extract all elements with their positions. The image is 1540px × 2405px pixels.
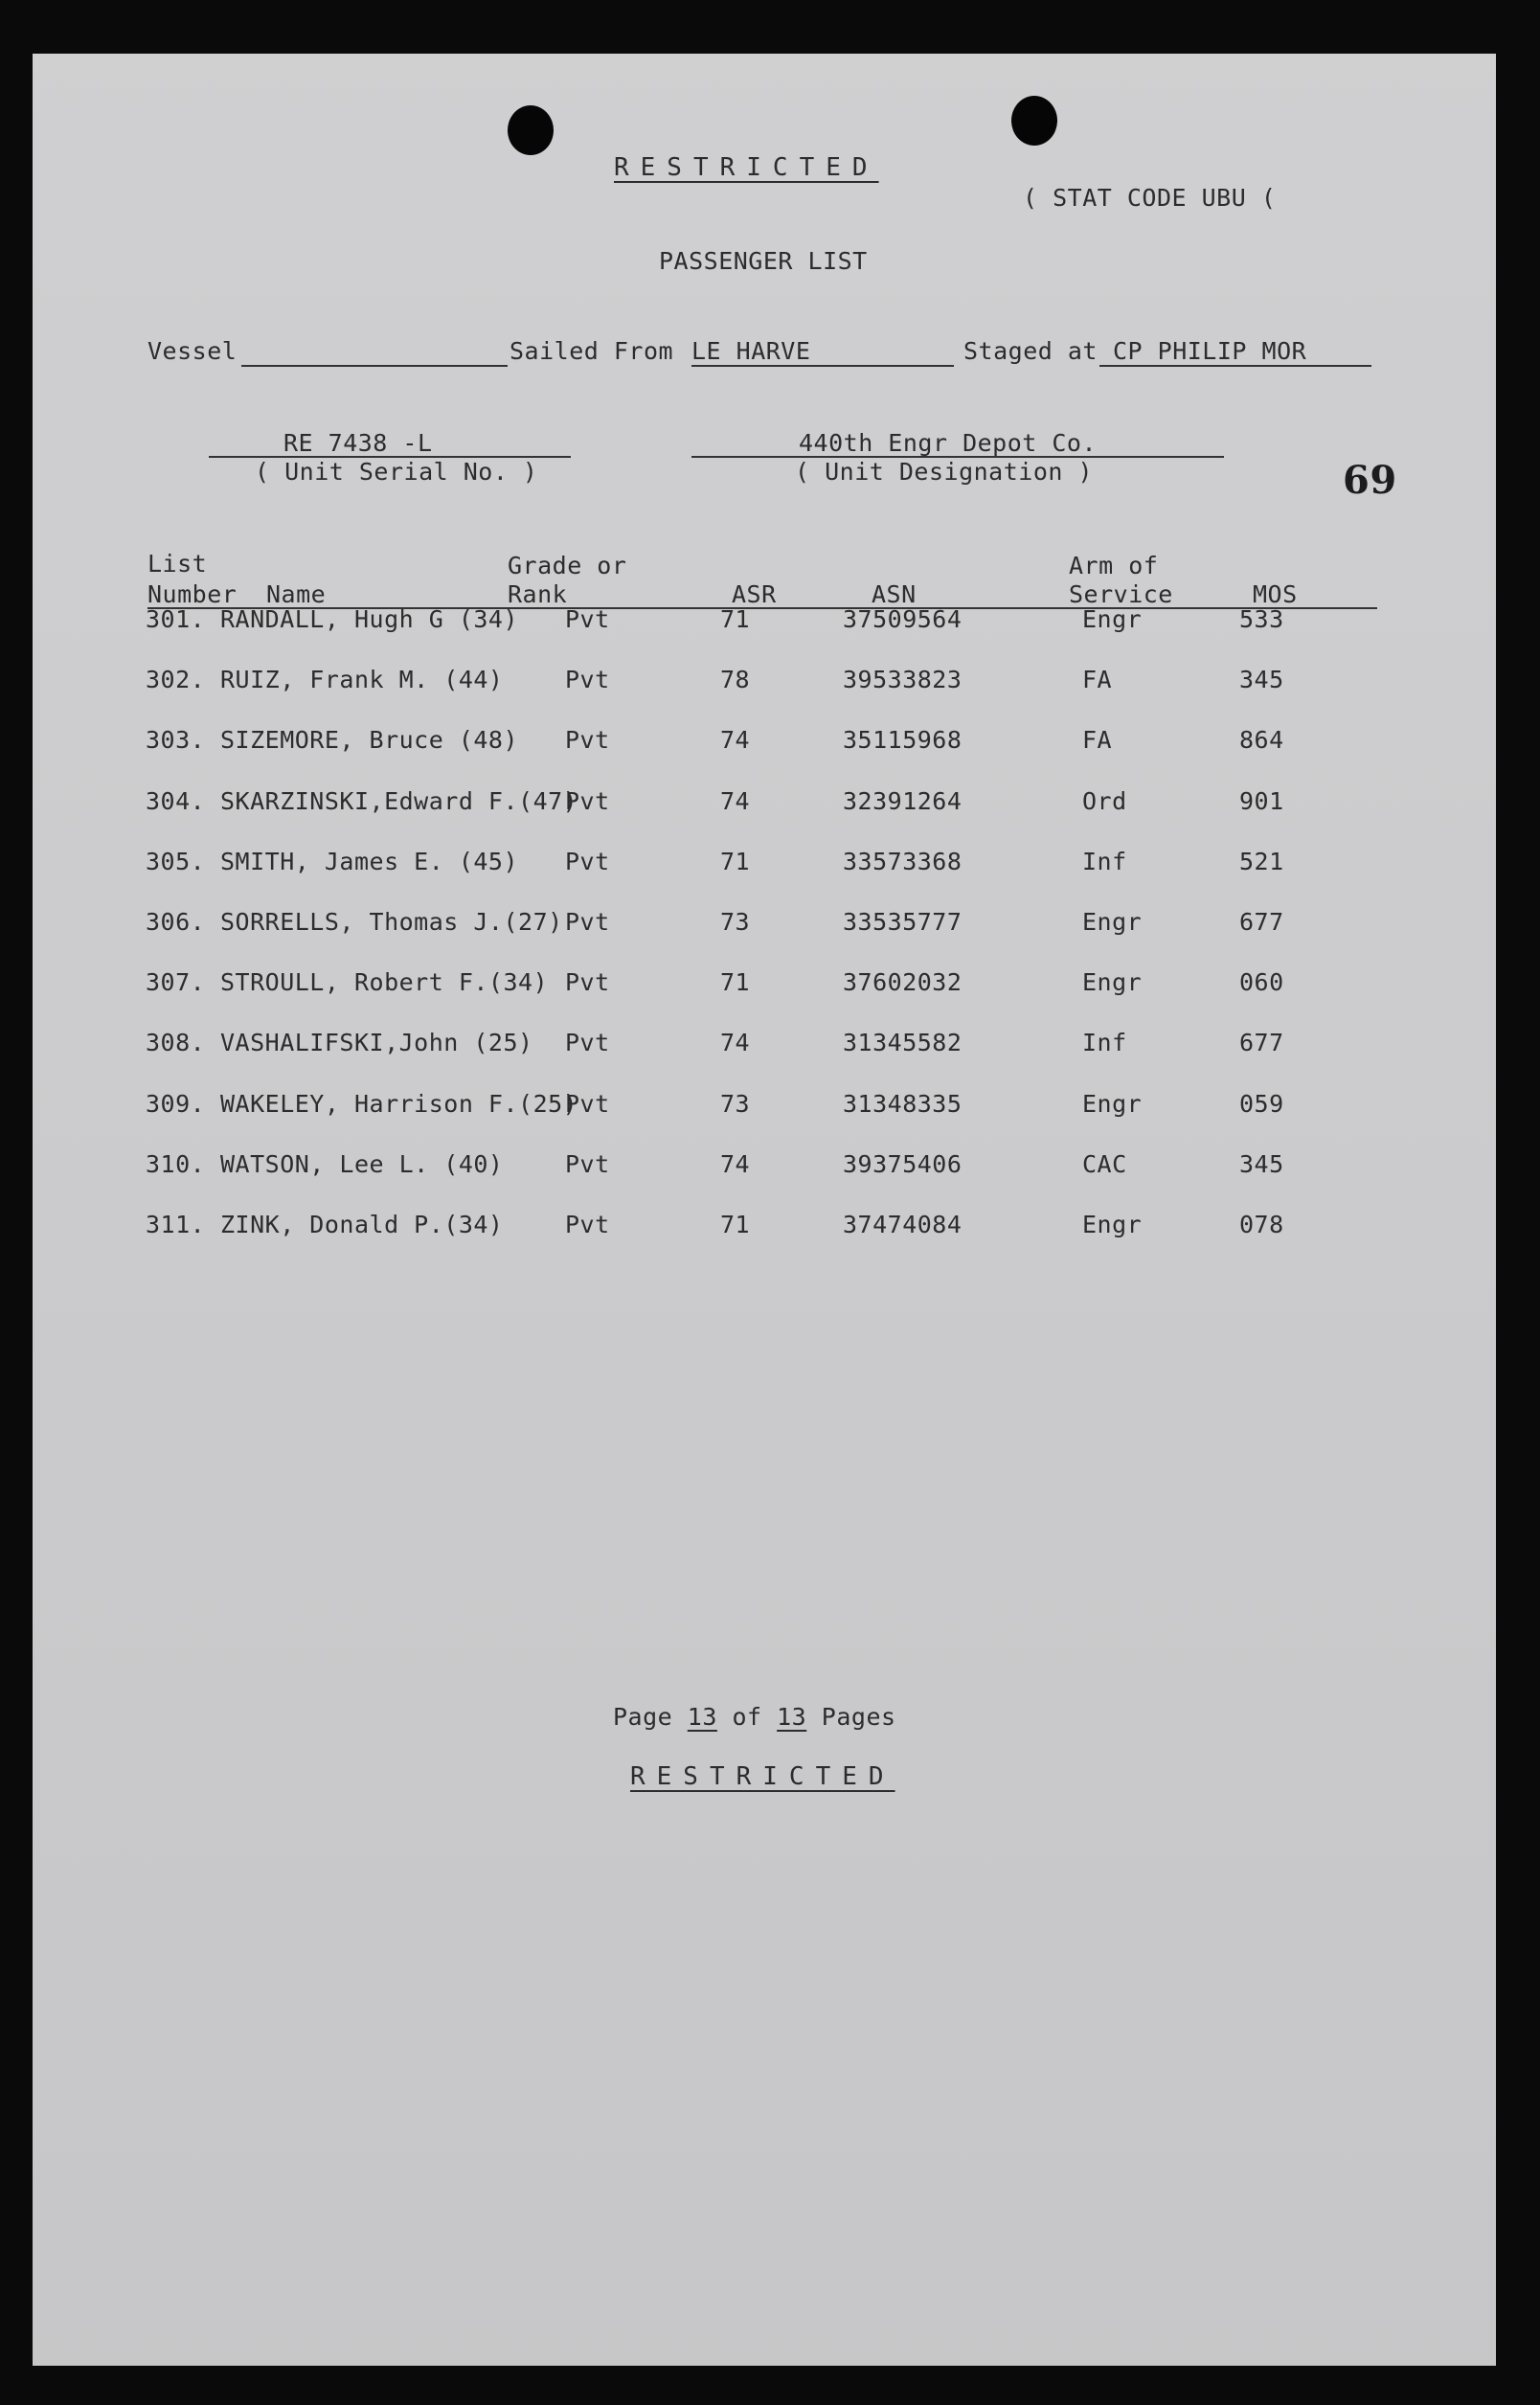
- row-mos: 864: [1239, 726, 1284, 754]
- row-name: WATSON, Lee L. (40): [220, 1150, 504, 1178]
- header-number: Number: [147, 580, 238, 608]
- unit-serial-value: RE 7438 -L: [283, 429, 433, 457]
- row-name: SMITH, James E. (45): [220, 848, 519, 875]
- row-asn: 31345582: [843, 1029, 962, 1056]
- row-name: SORRELLS, Thomas J.(27): [220, 908, 563, 936]
- row-asn: 32391264: [843, 787, 962, 815]
- row-mos: 345: [1239, 1150, 1284, 1178]
- row-name: RANDALL, Hugh G (34): [220, 605, 519, 633]
- pages-word: Pages: [821, 1703, 896, 1731]
- unit-serial-caption: ( Unit Serial No. ): [255, 458, 538, 486]
- row-number: 307.: [146, 968, 206, 996]
- row-asr: 71: [720, 968, 751, 996]
- row-arm: Engr: [1082, 908, 1143, 936]
- row-rank: Pvt: [565, 1211, 610, 1238]
- row-number: 303.: [146, 726, 206, 754]
- header-mos: MOS: [1253, 580, 1298, 608]
- header-arm: Arm of: [1069, 552, 1159, 579]
- row-arm: CAC: [1082, 1150, 1127, 1178]
- header-grade: Grade or: [508, 552, 627, 579]
- sailed-from-value: LE HARVE: [691, 337, 811, 365]
- row-number: 305.: [146, 848, 206, 875]
- row-asn: 33573368: [843, 848, 962, 875]
- row-arm: Ord: [1082, 787, 1127, 815]
- row-arm: Inf: [1082, 848, 1127, 875]
- row-name: VASHALIFSKI,John (25): [220, 1029, 533, 1056]
- row-rank: Pvt: [565, 1090, 610, 1118]
- row-asn: 37602032: [843, 968, 962, 996]
- row-name: WAKELEY, Harrison F.(25): [220, 1090, 578, 1118]
- row-asr: 74: [720, 1029, 751, 1056]
- row-mos: 345: [1239, 666, 1284, 693]
- row-number: 301.: [146, 605, 206, 633]
- header-service: Service: [1069, 580, 1173, 608]
- row-asr: 71: [720, 848, 751, 875]
- row-arm: FA: [1082, 726, 1113, 754]
- page-counter: [613, 1703, 896, 1731]
- sailed-from-label: Sailed From: [510, 337, 674, 365]
- row-mos: 078: [1239, 1211, 1284, 1238]
- header-list: List: [147, 550, 208, 578]
- row-arm: Engr: [1082, 968, 1143, 996]
- row-arm: Engr: [1082, 605, 1143, 633]
- row-asn: 39533823: [843, 666, 962, 693]
- row-rank: Pvt: [565, 968, 610, 996]
- staged-at-value: CP PHILIP MOR: [1113, 337, 1307, 365]
- row-name: RUIZ, Frank M. (44): [220, 666, 504, 693]
- row-asr: 71: [720, 605, 751, 633]
- row-asr: 74: [720, 1150, 751, 1178]
- row-number: 302.: [146, 666, 206, 693]
- row-mos: 901: [1239, 787, 1284, 815]
- row-rank: Pvt: [565, 908, 610, 936]
- row-name: SKARZINSKI,Edward F.(47): [220, 787, 578, 815]
- staged-at-line: [1099, 365, 1371, 367]
- row-number: 306.: [146, 908, 206, 936]
- row-asn: 31348335: [843, 1090, 962, 1118]
- stat-code: ( STAT CODE UBU (: [1023, 184, 1277, 212]
- row-rank: Pvt: [565, 726, 610, 754]
- restricted-footer: RESTRICTED: [630, 1762, 895, 1791]
- vessel-line: [241, 365, 508, 367]
- row-rank: Pvt: [565, 605, 610, 633]
- row-arm: FA: [1082, 666, 1113, 693]
- row-rank: Pvt: [565, 848, 610, 875]
- vessel-label: Vessel: [147, 337, 238, 365]
- row-number: 304.: [146, 787, 206, 815]
- document-page: [33, 54, 1496, 2366]
- header-asn: ASN: [872, 580, 917, 608]
- staged-at-label: Staged at: [963, 337, 1098, 365]
- row-number: 310.: [146, 1150, 206, 1178]
- row-number: 311.: [146, 1211, 206, 1238]
- punch-hole-left: [508, 105, 554, 155]
- row-name: STROULL, Robert F.(34): [220, 968, 549, 996]
- row-asn: 33535777: [843, 908, 962, 936]
- row-mos: 059: [1239, 1090, 1284, 1118]
- unit-designation-caption: ( Unit Designation ): [795, 458, 1094, 486]
- row-rank: Pvt: [565, 787, 610, 815]
- row-mos: 677: [1239, 1029, 1284, 1056]
- row-mos: 060: [1239, 968, 1284, 996]
- sailed-from-line: [691, 365, 954, 367]
- header-rank: Rank: [508, 580, 568, 608]
- row-arm: Engr: [1082, 1211, 1143, 1238]
- row-asr: 78: [720, 666, 751, 693]
- header-name: Name: [266, 580, 327, 608]
- document-title: PASSENGER LIST: [659, 247, 868, 275]
- row-rank: Pvt: [565, 666, 610, 693]
- row-asr: 73: [720, 908, 751, 936]
- row-asr: 73: [720, 1090, 751, 1118]
- row-asn: 35115968: [843, 726, 962, 754]
- header-asr: ASR: [732, 580, 777, 608]
- page-stamp-number: 69: [1343, 458, 1397, 503]
- page-word: Page: [613, 1703, 673, 1731]
- row-mos: 533: [1239, 605, 1284, 633]
- page-total: 13: [777, 1703, 807, 1731]
- unit-designation-value: 440th Engr Depot Co.: [799, 429, 1098, 457]
- row-asr: 74: [720, 787, 751, 815]
- row-number: 309.: [146, 1090, 206, 1118]
- row-asr: 71: [720, 1211, 751, 1238]
- row-asr: 74: [720, 726, 751, 754]
- row-rank: Pvt: [565, 1150, 610, 1178]
- row-arm: Engr: [1082, 1090, 1143, 1118]
- restricted-header: RESTRICTED: [614, 153, 879, 182]
- row-name: ZINK, Donald P.(34): [220, 1211, 504, 1238]
- row-mos: 677: [1239, 908, 1284, 936]
- row-arm: Inf: [1082, 1029, 1127, 1056]
- of-word: of: [732, 1703, 762, 1731]
- page-current: 13: [687, 1703, 717, 1731]
- row-asn: 39375406: [843, 1150, 962, 1178]
- row-name: SIZEMORE, Bruce (48): [220, 726, 519, 754]
- punch-hole-right: [1011, 96, 1057, 146]
- row-asn: 37474084: [843, 1211, 962, 1238]
- row-mos: 521: [1239, 848, 1284, 875]
- row-rank: Pvt: [565, 1029, 610, 1056]
- row-number: 308.: [146, 1029, 206, 1056]
- row-asn: 37509564: [843, 605, 962, 633]
